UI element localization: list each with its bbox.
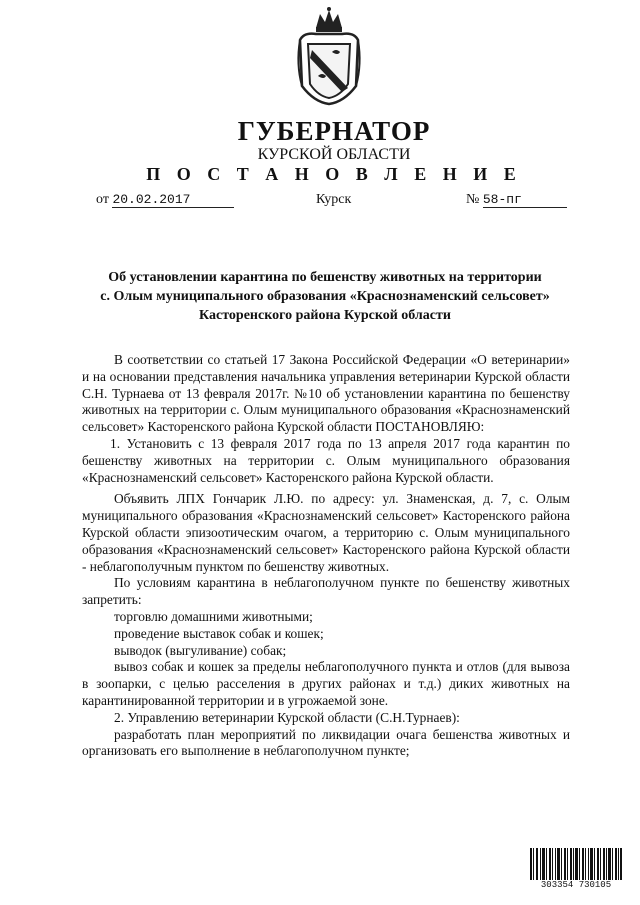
paragraph-plan: разработать план мероприятий по ликвидации очага бешенства животных и организовать его выполнение в неблагополучном пункте; [82, 726, 570, 759]
number-prefix: № [466, 192, 480, 207]
paragraph-prohibition: выводок (выгуливание) собак; [114, 642, 287, 658]
document-type-title: П О С Т А Н О В Л Е Н И Е [146, 164, 522, 184]
paragraph-preamble: В соответствии со статьей 17 Закона Российской Федерации «О ветеринарии» и на основании представления начальника управления ветеринарии Курской области С.Н. Турнаева от 13 февраля 2017г. №10 об установлении карантина по бешенству животных на территории с. Олым муниципального образования «Краснознаменский сельсовет» Касторенского района Курской области ПОСТАНОВЛЯЮ: [82, 352, 570, 435]
paragraph-prohibition: торговлю домашними животными; [114, 608, 313, 624]
paragraph-prohibition: вывоз собак и кошек за пределы неблагополучного пункта и отлов (для вывоза в зоопарки, с целью расселения в других районах и т.д.) диких животных на карантинированной территории и в угрожаемой зоне. [82, 659, 570, 708]
number-value: 58-пг [483, 192, 567, 208]
barcode-number: 303354 730105 [528, 880, 624, 890]
region-title: КУРСКОЙ ОБЛАСТИ [257, 146, 411, 163]
document-number [466, 192, 567, 208]
document-date [96, 192, 234, 208]
coat-of-arms-emblem [294, 6, 364, 106]
paragraph-declare-focus: Объявить ЛПХ Гончарик Л.Ю. по адресу: ул. Знаменская, д. 7, с. Олым муниципального образования «Краснознаменский сельсовет» Касторенского района Курской области эпизоотическим очагом, а территорию с. Олым муниципального образования «Краснознаменский сельсовет» Касторенского района Курской области - неблагополучным пунктом по бешенству животных. [82, 491, 570, 574]
document-city: Курск [316, 192, 352, 207]
paragraph-item-1: 1. Установить с 13 февраля 2017 года по 13 апреля 2017 года карантин по бешенству животных на территории с. Олым муниципального образования «Краснознаменский сельсовет» Касторенского района Курской области. [82, 435, 570, 485]
date-prefix: от [96, 192, 109, 207]
paragraph-prohibition: проведение выставок собак и кошек; [114, 625, 324, 641]
governor-title: ГУБЕРНАТОР [237, 116, 431, 146]
paragraph-item-2: 2. Управлению ветеринарии Курской области (С.Н.Турнаев): [114, 709, 460, 725]
document-heading [60, 268, 590, 325]
heading-line: Касторенского района Курской области [199, 308, 451, 323]
paragraph-prohibitions-intro: По условиям карантина в неблагополучном пункте по бешенству животных запретить: [82, 575, 570, 608]
heading-line: с. Олым муниципального образования «Краснознаменский сельсовет» [100, 289, 550, 304]
heading-line: Об установлении карантина по бешенству животных на территории [108, 270, 542, 285]
date-value: 20.02.2017 [112, 192, 234, 208]
document-body [82, 352, 570, 760]
